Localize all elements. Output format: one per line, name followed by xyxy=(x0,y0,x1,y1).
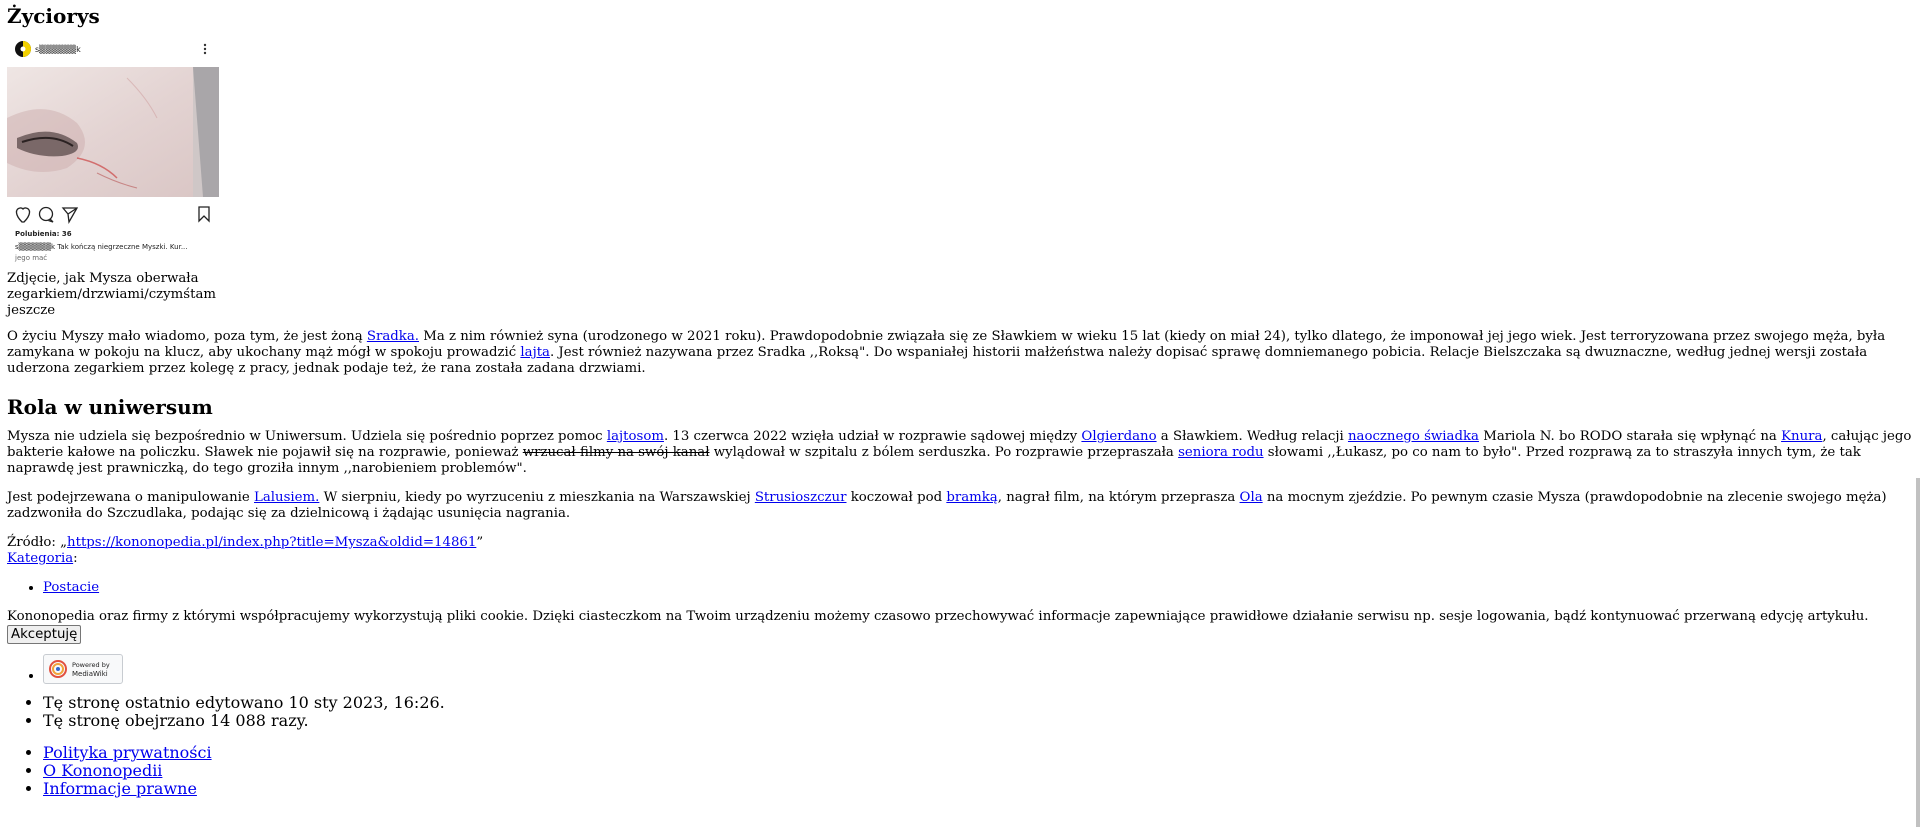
section-heading-rola: Rola w uniwersum xyxy=(7,395,213,419)
link-olgierdano[interactable]: Olgierdano xyxy=(1081,429,1157,444)
link-sradka[interactable]: Sradka. xyxy=(366,329,419,344)
link-lajtosom[interactable]: lajtosom xyxy=(606,429,664,444)
powered-by-mediawiki-badge[interactable] xyxy=(43,654,123,684)
cookie-notice: Kononopedia oraz firmy z którymi współpracujemy wykorzystują pliki cookie. Dzięki ciasteczkom na Twoim urządzeniu możemy czasowo przechowywać informacje zapewniające prawidłowe działanie serwisu np. sesje logowania, bądź kontynuować przerwaną edycję artykułu. xyxy=(7,609,1869,624)
privacy-policy-link[interactable]: Polityka prywatności xyxy=(43,743,212,762)
svg-text:Polubienia: 36: Polubienia: 36 xyxy=(15,230,72,238)
vertical-scrollbar[interactable] xyxy=(1916,478,1920,827)
more-options-icon xyxy=(204,44,206,54)
category-label-link[interactable]: Kategoria xyxy=(7,551,74,566)
category-link-postacie[interactable]: Postacie xyxy=(43,580,100,595)
category-item xyxy=(43,580,1913,596)
last-edited-info: • Tę stronę ostatnio edytowano 10 sty 2023, 16:26. xyxy=(43,694,1913,712)
category-list xyxy=(7,580,1913,596)
link-seniora-rodu[interactable]: seniora rodu xyxy=(1178,445,1264,460)
figure-caption: Zdjęcie, jak Mysza oberwała zegarkiem/drzwiami/czymśtam jeszcze xyxy=(7,271,216,318)
link-lajta[interactable]: lajta xyxy=(520,345,550,360)
footer-link-item xyxy=(43,780,1913,798)
link-strusioszczur[interactable]: Strusioszczur xyxy=(754,490,847,505)
link-naocznego-swiadka[interactable]: naocznego świadka xyxy=(1347,429,1479,444)
svg-text:s▒▒▒▒▒▒k Tak kończą niegrzeczn: s▒▒▒▒▒▒k Tak kończą niegrzeczne Myszki. Kur... xyxy=(15,243,188,251)
mediawiki-logo-icon xyxy=(44,655,122,683)
svg-text:MediaWiki: MediaWiki xyxy=(72,670,108,678)
link-lalusiem[interactable]: Lalusiem. xyxy=(254,490,320,505)
view-count-info: • Tę stronę obejrzano 14 088 razy. xyxy=(43,712,1913,730)
accept-cookies-button[interactable]: Akceptuję xyxy=(7,625,81,644)
link-ola[interactable]: Ola xyxy=(1239,490,1263,505)
svg-text:jego mać: jego mać xyxy=(15,254,48,262)
about-link[interactable]: O Kononopedii xyxy=(43,761,163,780)
footer-link-item xyxy=(43,762,1913,780)
category-line: Kategoria: xyxy=(7,551,78,566)
figure xyxy=(7,38,219,319)
link-bramka[interactable]: bramką xyxy=(946,490,998,505)
footer-icons-list xyxy=(7,654,1913,684)
link-knura[interactable]: Knura xyxy=(1781,429,1823,444)
paragraph-biography: O życiu Myszy mało wiadomo, poza tym, że jest żoną Sradka. Ma z nim również syna (urodzonego w 2021 roku). Prawdopodobnie związała się ze Sławkiem w wieku 15 lat (kiedy on miał 24), tylko dlatego, że imponował jej jego wiek. Jest terroryzowana przez swojego męża, była zamykana w pokoju na klucz, aby ukochany mąż mógł w spokoju prowadzić lajta. Jest również nazywana przez Sradka ,,Roksą". Do wspaniałej historii małżeństwa należy dopisać sprawę domniemanego pobicia. Relacje Bielszczaka są dwuznaczne, według jednej wersji została uderzona zegarkiem przez kolegę z pracy, jednak podaje też, że rana została zadana drzwiami. xyxy=(7,329,1886,376)
instagram-post-image[interactable] xyxy=(7,38,219,266)
svg-text:s▒▒▒▒▒▒k: s▒▒▒▒▒▒k xyxy=(35,45,81,54)
footer-info-list xyxy=(7,694,1913,730)
avatar-icon xyxy=(15,41,31,57)
source-line: Źródło: „https://kononopedia.pl/index.php?title=Mysza&oldid=14861” xyxy=(7,535,484,550)
svg-text:Powered by: • Powered by xyxy=(72,661,110,669)
section-heading-zyciorys: Życiorys xyxy=(7,4,100,28)
footer-links-list xyxy=(7,744,1913,798)
footer-icon-item xyxy=(43,654,1913,684)
article-content xyxy=(7,0,1913,798)
legal-info-link[interactable]: Informacje prawne xyxy=(43,779,197,798)
paragraph-manipulation: Jest podejrzewana o manipulowanie Lalusiem. W sierpniu, kiedy po wyrzuceniu z mieszkania na Warszawskiej Strusioszczur koczował pod bramką, nagrał film, na którym przeprasza Ola na mocnym zjeździe. Po pewnym czasie Mysza (prawdopodobnie na zlecenie swojego męża) zadzwoniła do Szczudlaka, podając się za dzielnicową i żądając usunięcia nagrania. xyxy=(7,490,1887,521)
source-link[interactable]: https://kononopedia.pl/index.php?title=Mysza&oldid=14861 xyxy=(67,535,477,550)
paragraph-role: Mysza nie udziela się bezpośrednio w Uniwersum. Udziela się pośrednio poprzez pomoc lajtosom. 13 czerwca 2022 wzięła udział w rozprawie sądowej między Olgierdano a Sławkiem. Według relacji naocznego świadka Mariola N. bo RODO starała się wpłynąć na Knura, całując jego bakterie kałowe na policzku. Sławek nie pojawił się na rozprawie, ponieważ wrzucał filmy na swój kanał wylądował w szpitalu z bólem serduszka. Po rozprawie przepraszała seniora rodu słowami ,,Łukasz, po co nam to było". Przed rozprawą za to straszyła innych tym, że tak naprawdę jest prawniczką, do tego groziła innym ,,narobieniem problemów". xyxy=(7,429,1912,476)
strikethrough-text: wrzucał filmy na swój kanał xyxy=(522,445,710,460)
footer-link-item xyxy=(43,744,1913,762)
